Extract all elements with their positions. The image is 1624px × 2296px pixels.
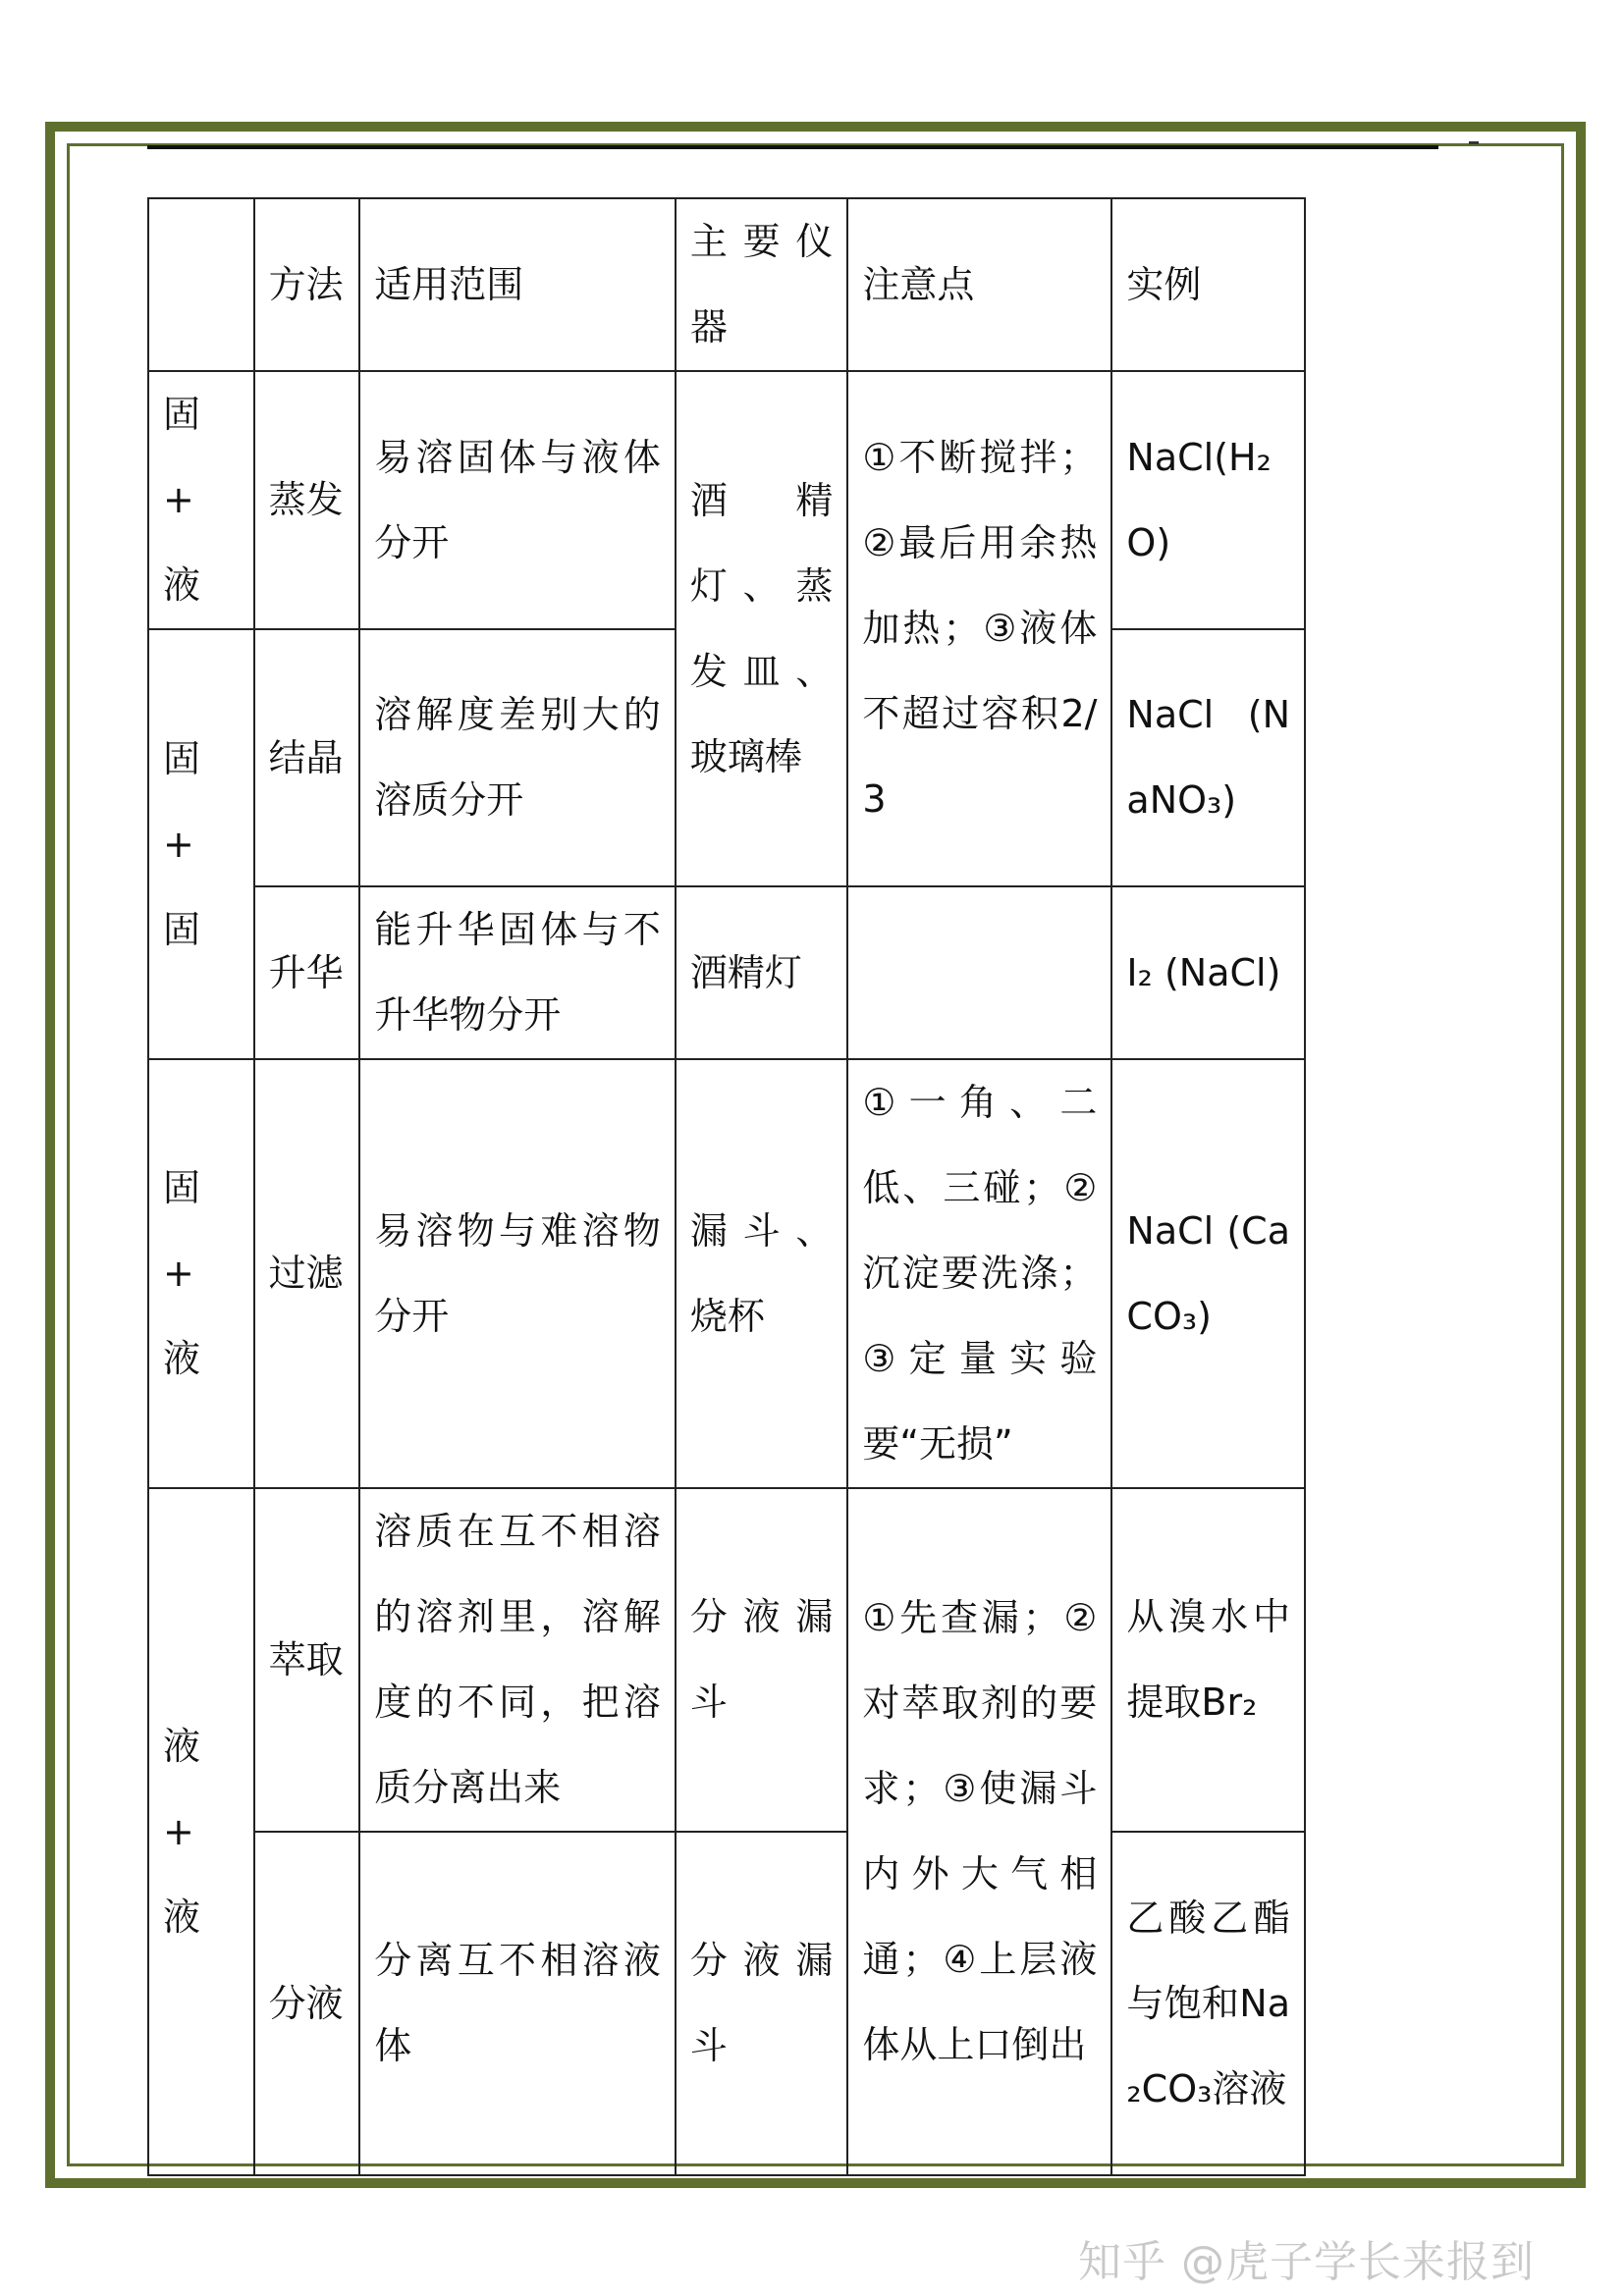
method-cell: 萃取 [254, 1488, 360, 1832]
example-cell: 乙酸乙酯与饱和Na₂CO₃溶液 [1111, 1832, 1305, 2175]
scope-cell: 能升华固体与不升华物分开 [359, 886, 676, 1059]
instrument-cell: 漏斗、烧杯 [676, 1059, 847, 1488]
category-cell: 液 + 液 [148, 1488, 254, 2175]
category-cell: 固 + 固 [148, 629, 254, 1059]
header-cell: 主要仪器 [676, 198, 847, 371]
example-cell: NaCl(H₂O) [1111, 371, 1305, 629]
header-mark [1469, 141, 1479, 152]
instrument-cell: 酒精灯、蒸发皿、玻璃棒 [676, 371, 847, 886]
example-cell: NaCl (NaNO₃) [1111, 629, 1305, 886]
example-cell: NaCl (CaCO₃) [1111, 1059, 1305, 1488]
example-cell: 从溴水中提取Br₂ [1111, 1488, 1305, 1832]
separation-methods-table [147, 197, 1306, 2176]
method-cell: 结晶 [254, 629, 360, 886]
note-cell: ①先查漏；②对萃取剂的要求；③使漏斗内外大气相通；④上层液体从上口倒出 [847, 1488, 1111, 2175]
scope-cell: 易溶固体与液体分开 [359, 371, 676, 629]
table-header-row [148, 198, 1305, 371]
note-cell [847, 886, 1111, 1059]
instrument-cell: 酒精灯 [676, 886, 847, 1059]
instrument-cell: 分液漏斗 [676, 1832, 847, 2175]
example-cell: I₂ (NaCl) [1111, 886, 1305, 1059]
table-row [148, 371, 1305, 629]
note-cell: ①不断搅拌；②最后用余热加热；③液体不超过容积2/3 [847, 371, 1111, 886]
instrument-cell: 分液漏斗 [676, 1488, 847, 1832]
method-cell: 分液 [254, 1832, 360, 2175]
header-cell: 注意点 [847, 198, 1111, 371]
header-cell [148, 198, 254, 371]
method-cell: 蒸发 [254, 371, 360, 629]
note-cell: ①一角、二低、三碰；②沉淀要洗涤；③定量实验要“无损” [847, 1059, 1111, 1488]
scope-cell: 分离互不相溶液体 [359, 1832, 676, 2175]
category-cell: 固 + 液 [148, 371, 254, 629]
table-row [148, 886, 1305, 1059]
watermark-text: 知乎 @虎子学长来报到 [1078, 2237, 1535, 2287]
method-cell: 过滤 [254, 1059, 360, 1488]
scope-cell: 溶质在互不相溶的溶剂里，溶解度的不同，把溶质分离出来 [359, 1488, 676, 1832]
header-cell: 方法 [254, 198, 360, 371]
header-rule [147, 145, 1438, 149]
method-cell: 升华 [254, 886, 360, 1059]
scope-cell: 易溶物与难溶物分开 [359, 1059, 676, 1488]
table-row [148, 1059, 1305, 1488]
header-cell: 实例 [1111, 198, 1305, 371]
table-row [148, 1488, 1305, 1832]
table-row [148, 1832, 1305, 2175]
scope-cell: 溶解度差别大的溶质分开 [359, 629, 676, 886]
category-cell: 固 + 液 [148, 1059, 254, 1488]
header-cell: 适用范围 [359, 198, 676, 371]
